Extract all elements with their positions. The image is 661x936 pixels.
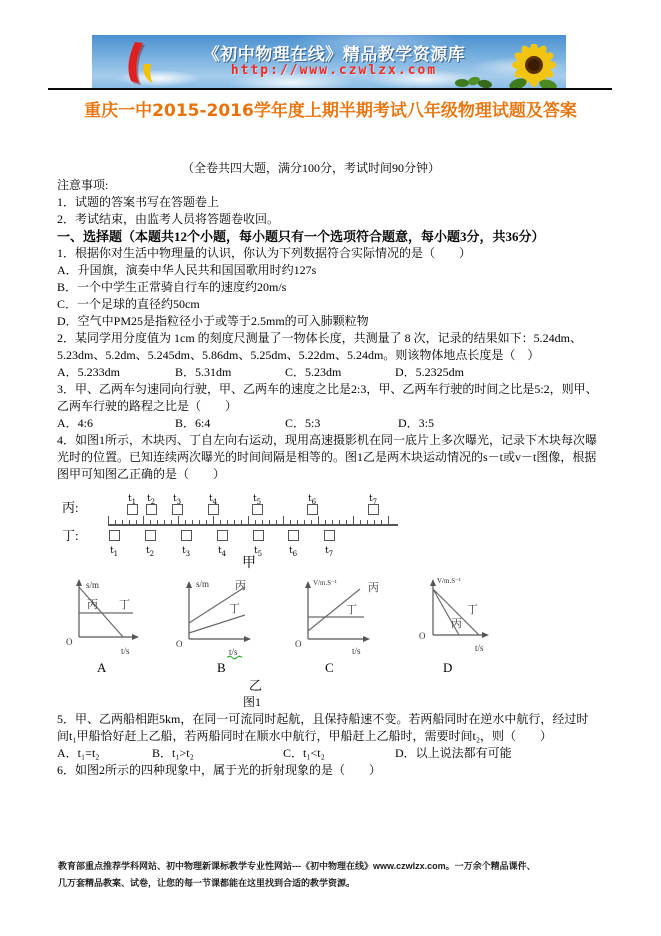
q3-option-b: B．6:4 [175, 416, 211, 430]
q3-stem-line1: 3．甲、乙两车匀速同向行驶，甲、乙两车的速度之比是2:3，甲、乙两车行驶的时间之比是5:2，则甲、 [57, 382, 598, 396]
time-label: $t_1$ [109, 546, 119, 558]
svg-text:丙: 丙 [87, 599, 98, 611]
block-square [181, 530, 192, 541]
q2-option-b: B．5.31dm [175, 365, 232, 379]
time-label: $t_3$ [181, 546, 191, 558]
time-label: $t_5$ [252, 494, 262, 506]
q2-option-d: D．5.2325dm [395, 365, 465, 379]
block-square [217, 530, 228, 541]
svg-text:O: O [419, 631, 426, 641]
site-title: 《初中物理在线》精品教学资源库 [202, 45, 466, 65]
time-label: $t_4$ [208, 494, 218, 506]
time-label: $t_2$ [146, 494, 156, 506]
q1-option-a: A．升国旗，演奏中华人民共和国国歌用时约127s [57, 263, 317, 277]
block-square [288, 530, 299, 541]
svg-text:O: O [295, 639, 302, 649]
block-square [145, 530, 156, 541]
q1-stem: 1．根据你对生活中物理量的认识，你认为下列数据符合实际情况的是（ ） [57, 246, 472, 260]
graph-label-a: A [97, 660, 107, 675]
time-label: $t_6$ [288, 546, 298, 558]
q1-option-b: B．一个中学生正常骑自行车的速度约20m/s [57, 280, 287, 294]
q4-stem-line3: 图甲可知图乙正确的是（ ） [57, 467, 226, 481]
q3-option-a: A．4:6 [57, 416, 94, 430]
svg-text:丙: 丙 [235, 580, 246, 592]
svg-text:丙: 丙 [368, 582, 379, 594]
q5-options-row [57, 745, 605, 762]
svg-text:V/m.S⁻¹: V/m.S⁻¹ [437, 577, 461, 585]
q2-options-row [57, 364, 605, 381]
graph-label-b: B [217, 660, 226, 675]
q5-option-b: B．t₁>t₂ [152, 746, 194, 760]
page-title: 重庆一中2015-2016学年度上期半期考试八年级物理试题及答案 [84, 101, 577, 121]
q5-option-d: D．以上说法都有可能 [395, 746, 512, 760]
row-label-ding: 丁: [62, 528, 79, 543]
footer-line-2: 几万套精品教案、试卷，让您的每一节课都能在这里找到合适的教学资源。 [58, 877, 356, 888]
q5-option-a: A．t₁=t₂ [57, 746, 100, 760]
block-square [324, 530, 335, 541]
svg-text:丁: 丁 [346, 604, 357, 616]
notice-heading: 注意事项: [57, 178, 109, 192]
graph-label-d: D [443, 660, 453, 675]
svg-text:丁: 丁 [229, 603, 240, 615]
footer-line-1: 教育部重点推荐学科网站、初中物理新课标教学专业性网站---《初中物理在线》www.czwlzx.com。一万余个精品课件、 [58, 861, 536, 871]
svg-text:O: O [66, 637, 73, 647]
q5-stem-line2: 间t₁甲船恰好赶上乙船，若两船同时在顺水中航行，甲船赶上乙船时，需要时间t₂，则（ ） [57, 729, 553, 743]
q5-stem-line1: 5．甲、乙两船相距5km，在同一可流同时起航，且保持船速不变。若两船同时在逆水中航行，经过时 [57, 712, 589, 726]
graph-label-c: C [325, 660, 334, 675]
svg-text:s/m: s/m [196, 579, 210, 589]
figure1-jia-caption: 甲 [242, 556, 256, 571]
time-label: $t_1$ [127, 494, 137, 506]
svg-text:t/s: t/s [121, 646, 130, 656]
q1-option-d: D．空气中PM25是指粒径小于或等于2.5mm的可入肺颗粒物 [57, 314, 369, 328]
sunflower-icon [506, 44, 562, 88]
time-label: $t_6$ [307, 494, 317, 506]
q2-option-c: C．5.23dm [285, 365, 342, 379]
svg-text:V/m.S⁻¹: V/m.S⁻¹ [313, 579, 337, 587]
q3-options-row [57, 415, 605, 432]
svg-text:丙: 丙 [451, 618, 462, 630]
graph-c [288, 575, 388, 659]
graph-a [59, 575, 151, 659]
time-label: $t_2$ [145, 546, 155, 558]
document-body [57, 160, 605, 779]
site-banner [92, 35, 566, 88]
q3-option-d: D．3:5 [398, 416, 435, 430]
q2-stem-line1: 2．某同学用分度值为 1cm 的刻度尺测量了一物体长度，共测量了 8 次，记录的结果如下：5.24dm、 [57, 331, 582, 345]
site-footer [58, 858, 610, 891]
figure1-yi-graphs [57, 575, 605, 659]
row-label-bing: 丙: [62, 500, 79, 515]
block-square [253, 530, 264, 541]
q4-stem-line2: 光时的位置。已知连续两次曝光的时间间隔是相等的。图1乙是两木块运动情况的s－t或v－t图像，根据 [57, 450, 597, 464]
graph-choice-labels [57, 659, 605, 677]
notice-item-2: 2．考试结束，由监考人员将答题卷收回。 [57, 212, 280, 226]
svg-text:丁: 丁 [467, 604, 478, 616]
figure1-caption: 图1 [243, 695, 262, 709]
svg-text:s/m: s/m [86, 580, 100, 590]
notice-item-1: 1．试题的答案书写在答题卷上 [57, 195, 220, 209]
figure1-yi-caption: 乙 [249, 678, 263, 693]
q2-stem-line2: 5.23dm、5.2dm、5.245dm、5.86dm、5.25dm、5.22dm、5.24dm。则该物体地点长度是（ ） [57, 348, 540, 362]
ruler-line [108, 524, 398, 526]
graph-d [411, 575, 507, 659]
q3-stem-line2: 乙两车行驶的路程之比是（ ） [57, 399, 238, 413]
site-url-link[interactable]: http://www.czwlzx.com [230, 63, 438, 78]
section-1-heading: 一、选择题（本题共12个小题，每小题只有一个选项符合题意，每小题3分，共36分） [57, 229, 545, 244]
q1-option-c: C．一个足球的直径约50cm [57, 297, 200, 311]
header-divider [48, 88, 612, 90]
figure1-jia-diagram [57, 489, 605, 575]
svg-text:O: O [176, 639, 183, 649]
graph-b [169, 575, 265, 659]
svg-text:t/s: t/s [475, 643, 484, 653]
time-label: $t_3$ [172, 494, 182, 506]
q3-option-c: C．5:3 [285, 416, 321, 430]
svg-text:t/s: t/s [352, 646, 361, 656]
svg-text:丁: 丁 [119, 599, 130, 611]
time-label: $t_7$ [368, 494, 378, 506]
block-square [109, 530, 120, 541]
time-label: $t_5$ [253, 546, 263, 558]
time-label: $t_4$ [217, 546, 227, 558]
q4-stem-line1: 4．如图1所示，木块丙、丁自左向右运动，现用高速摄影机在同一底片上多次曝光，记录下木块每次曝 [57, 433, 598, 447]
exam-subtitle: （全卷共四大题，满分100分，考试时间90分钟） [181, 161, 440, 175]
q6-stem: 6．如图2所示的四种现象中，属于光的折射现象的是（ ） [57, 763, 382, 777]
time-label: $t_7$ [324, 546, 334, 558]
q2-option-a: A．5.233dm [57, 365, 121, 379]
q5-option-c: C．t₁<t₂ [283, 746, 325, 760]
svg-text:t/s: t/s [229, 647, 238, 657]
leaf-cluster-icon [454, 72, 494, 88]
